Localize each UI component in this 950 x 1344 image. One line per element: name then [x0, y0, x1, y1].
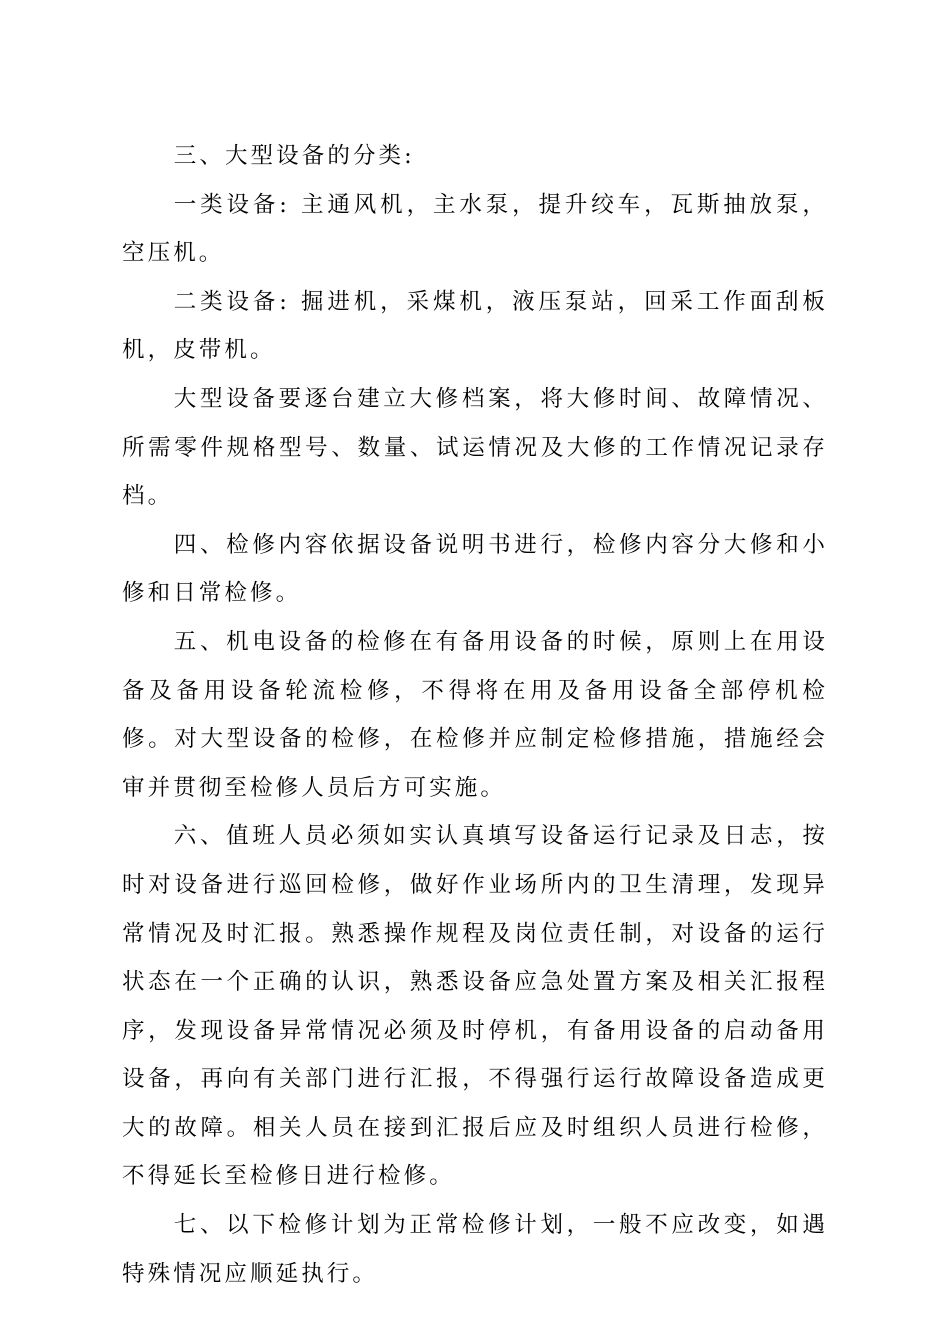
document-body: [122, 132, 828, 1298]
paragraph-overhaul-records: 大型设备要逐台建立大修档案，将大修时间、故障情况、所需零件规格型号、数量、试运情况及大修的工作情况记录存档。: [122, 385, 828, 510]
paragraph-section-four: 四、检修内容依据设备说明书进行，检修内容分大修和小修和日常检修。: [122, 531, 828, 607]
paragraph-classification-heading: 三、大型设备的分类:: [173, 143, 415, 169]
paragraph-class-one-equipment: 一类设备: 主通风机，主水泵，提升绞车，瓦斯抽放泵，空压机。: [122, 191, 828, 267]
paragraph-class-two-equipment: 二类设备: 掘进机，采煤机，液压泵站，回采工作面刮板机，皮带机。: [122, 288, 828, 364]
paragraph-section-five: 五、机电设备的检修在有备用设备的时候，原则上在用设备及备用设备轮流检修，不得将在用及备用设备全部停机检修。对大型设备的检修，在检修并应制定检修措施，措施经会审并贯彻至检修人员后方可实施。: [122, 628, 828, 801]
paragraph-section-seven: 七、以下检修计划为正常检修计划，一般不应改变，如遇特殊情况应顺延执行。: [122, 1212, 828, 1287]
paragraph-section-six: 六、值班人员必须如实认真填写设备运行记录及日志，按时对设备进行巡回检修，做好作业场所内的卫生清理，发现异常情况及时汇报。熟悉操作规程及岗位责任制，对设备的运行状态在一个正确的认识，熟悉设备应急处置方案及相关汇报程序，发现设备异常情况必须及时停机，有备用设备的启动备用设备，再向有关部门进行汇报，不得强行运行故障设备造成更大的故障。相关人员在接到汇报后应及时组织人员进行检修，不得延长至检修日进行检修。: [122, 823, 828, 1190]
